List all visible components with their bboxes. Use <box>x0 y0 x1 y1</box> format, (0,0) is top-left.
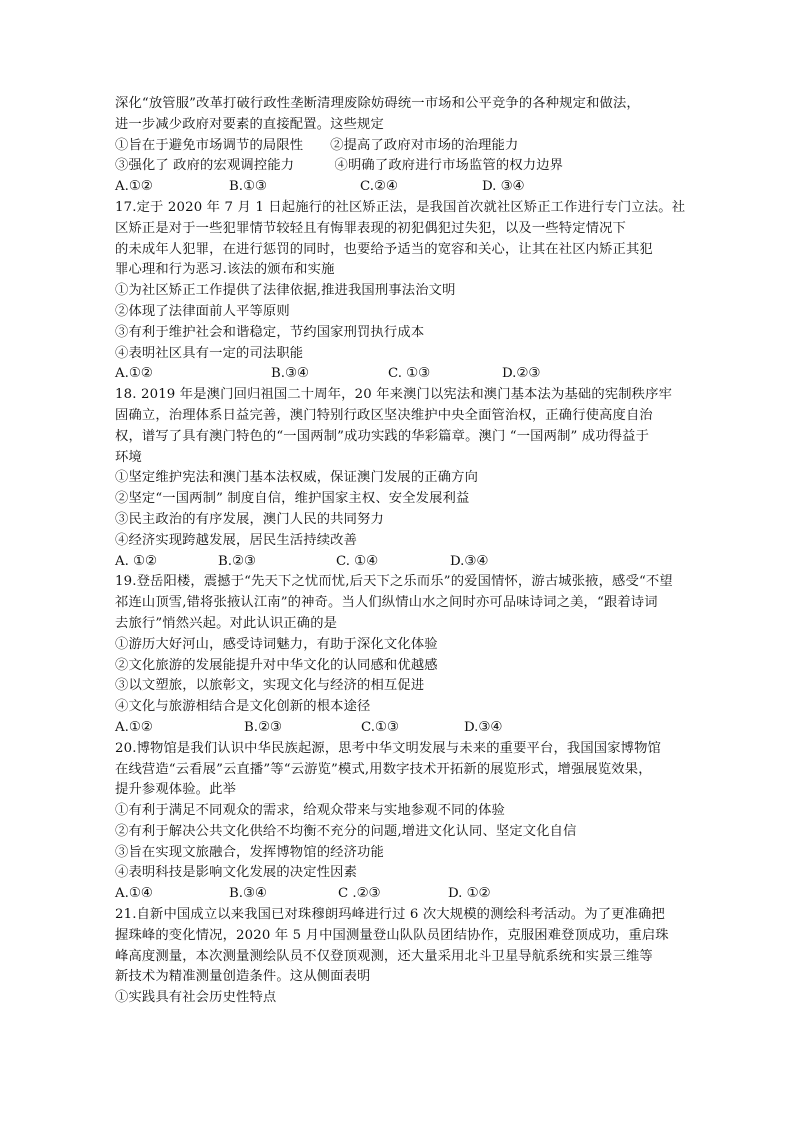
question-20 <box>115 739 685 905</box>
statement: ①坚定维护宪法和澳门基本法权威，保证澳门发展的正确方向 <box>115 470 479 486</box>
option-a: A.①④ <box>115 886 153 902</box>
answer-options <box>115 718 685 739</box>
option-c: C .②③ <box>338 886 381 902</box>
question-text: 峰高度测量，本次测量测绘队员不仅登顶观测，还大量采用北斗卫星导航系统和实景三维等 <box>115 948 653 964</box>
question-17 <box>115 198 685 385</box>
option-b: B.③④ <box>229 886 267 902</box>
option-a: A.①② <box>115 366 153 382</box>
statement: ③以文塑旅，以旅彰文，实现文化与经济的相互促进 <box>115 678 425 694</box>
option-a: A. ①② <box>115 553 157 569</box>
answer-options <box>115 552 685 573</box>
statement: ④表明科技是影响文化发展的决定性因素 <box>115 865 358 881</box>
question-text: 固确立，治理体系日益完善，澳门特别行政区坚决维护中央全面管治权，正确行使高度自治 <box>115 407 653 423</box>
option-c: C.①③ <box>361 719 399 735</box>
statement: ②坚定“一国两制” 制度自信，维护国家主权、安全发展利益 <box>115 491 470 507</box>
option-d: D.③④ <box>464 719 503 735</box>
question-text: 权，谱写了具有澳门特色的“一国两制”成功实践的华彩篇章。澳门 “一国两制” 成功得益于 <box>115 428 650 444</box>
statement: ①有利于满足不同观众的需求，给观众带来与实地参观不同的体验 <box>115 803 505 819</box>
question-text: 进一步减少政府对要素的直接配置。这些规定 <box>115 116 384 132</box>
statement: ④文化与旅游相结合是文化创新的根本途径 <box>115 699 371 715</box>
statement: ④表明社区具有一定的司法职能 <box>115 345 304 361</box>
question-text: 区矫正是对于一些犯罪情节较轻且有悔罪表现的初犯偶犯过失犯，以及一些特定情况下 <box>115 220 626 236</box>
question-text: 去旅行”悄然兴起。对此认识正确的是 <box>115 615 338 631</box>
question-text: 握珠峰的变化情况，2020 年 5 月中国测量登山队队员团结协作，克服困难登顶成功，重启珠 <box>115 927 669 943</box>
question-text: 21.自新中国成立以来我国已对珠穆朗玛峰进行过 6 次大规模的测绘科考活动。为了更准确把 <box>115 907 665 923</box>
statement: ①为社区矫正工作提供了法律依据,推进我国刑事法治文明 <box>115 283 456 299</box>
question-text: 祁连山顶雪,错将张掖认江南”的神奇。当人们纵情山水之间时亦可品味诗词之美，“跟着诗词 <box>115 595 658 611</box>
statement: ①游历大好河山，感受诗词魅力，有助于深化文化体验 <box>115 636 438 652</box>
question-text: 20.博物馆是我们认识中华民族起源，思考中华文明发展与未来的重要平台，我国国家博物馆 <box>115 740 662 756</box>
statement: ①旨在于避免市场调节的局限性 ②提高了政府对市场的治理能力 <box>115 137 519 153</box>
option-a: A.①② <box>115 719 153 735</box>
option-d: D.②③ <box>502 366 541 382</box>
statement: ④经济实现跨越发展，居民生活持续改善 <box>115 532 358 548</box>
question-text: 深化“放管服”改革打破行政性垄断清理废除妨碍统一市场和公平竞争的各种规定和做法， <box>115 96 640 111</box>
option-c: C. ①③ <box>388 366 430 382</box>
question-18 <box>115 385 685 572</box>
question-text: 17.定于 2020 年 7 月 1 日起施行的社区矫正法，是我国首次就社区矫正工作进行专门立法。社 <box>115 199 686 215</box>
option-b: B.①③ <box>229 179 267 195</box>
option-b: B.②③ <box>218 553 256 569</box>
question-19 <box>115 572 685 738</box>
question-text: 环境 <box>115 449 142 465</box>
option-b: B.③④ <box>271 366 309 382</box>
statement: ③旨在实现文旅融合，发挥博物馆的经济功能 <box>115 844 384 860</box>
statement: ③民主政治的有序发展，澳门人民的共同努力 <box>115 511 384 527</box>
question-text: 罪心理和行为恶习.该法的颁布和实施 <box>115 262 335 278</box>
statement: ③强化了 政府的宏观调控能力 ④明确了政府进行市场监管的权力边界 <box>115 158 564 174</box>
statement: ①实践具有社会历史性特点 <box>115 990 277 1006</box>
option-d: D. ③④ <box>482 179 525 195</box>
option-d: D.③④ <box>450 553 489 569</box>
option-b: B.②③ <box>244 719 282 735</box>
question-text: 的未成年人犯罪，在进行惩罚的同时，也要给予适当的宽容和关心，让其在社区内矫正其犯 <box>115 241 653 257</box>
exam-page <box>115 94 685 1009</box>
answer-options <box>115 884 685 905</box>
statement: ③有利于维护社会和谐稳定，节约国家刑罚执行成本 <box>115 324 425 340</box>
question-text: 在线营造“云看展”云直播”等“云游览”模式,用数字技术开拓新的展览形式，增强展览效果， <box>115 761 652 777</box>
question-text: 19.登岳阳楼，震撼于“先天下之忧而忧,后天下之乐而乐”的爱国情怀，游古城张掖，感受“不望 <box>115 574 673 590</box>
question-21 <box>115 905 685 1009</box>
option-d: D. ①② <box>448 886 491 902</box>
option-c: C. ①④ <box>336 553 378 569</box>
option-c: C.②④ <box>360 179 398 195</box>
question-text: 新技术为精准测量创造条件。这从侧面表明 <box>115 969 371 985</box>
question-16 <box>115 94 685 198</box>
option-a: A.①② <box>115 179 153 195</box>
answer-options <box>115 177 685 198</box>
statement: ②体现了法律面前人平等原则 <box>115 303 290 319</box>
answer-options <box>115 364 685 385</box>
question-text: 18. 2019 年是澳门回归祖国二十周年，20 年来澳门以宪法和澳门基本法为基础的宪制秩序牢 <box>115 387 673 403</box>
statement: ②有利于解决公共文化供给不均衡不充分的问题,增进文化认同、坚定文化自信 <box>115 823 577 839</box>
statement: ②文化旅游的发展能提升对中华文化的认同感和优越感 <box>115 657 438 673</box>
question-text: 提升参观体验。此举 <box>115 782 237 798</box>
